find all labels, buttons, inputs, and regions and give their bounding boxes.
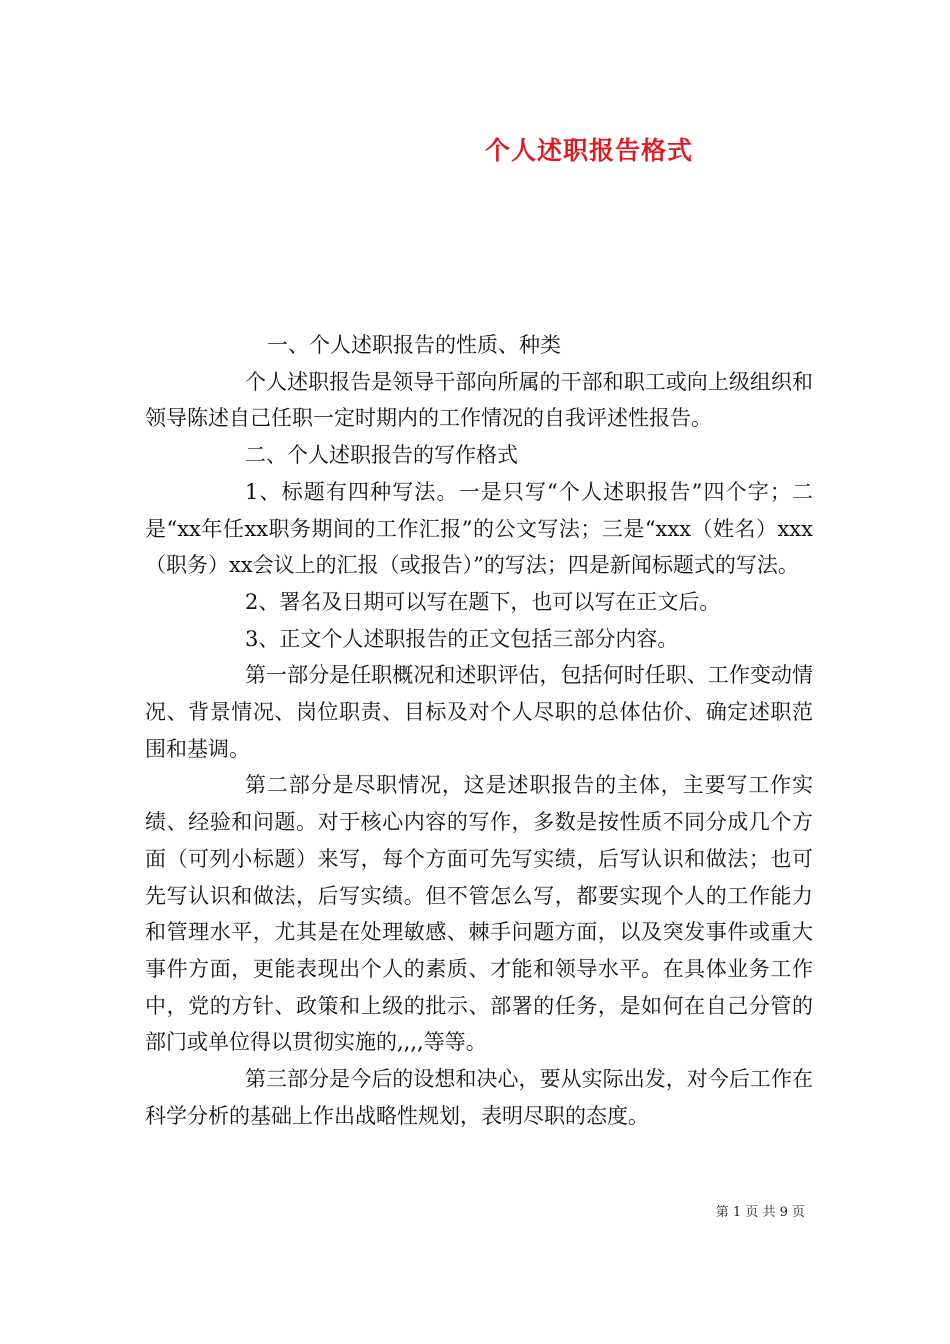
document-title: 个人述职报告格式 (484, 136, 693, 165)
paragraph-signature-date: 2、署名及日期可以写在题下，也可以写在正文后。 (245, 589, 721, 614)
document-body (145, 327, 813, 1134)
paragraph-part-two: 第二部分是尽职情况，这是述职报告的主体，主要写工作实绩、经验和问题。对于核心内容的写作，多数是按性质不同分成几个方面（可列小标题）来写，每个方面可先写实绩，后写认识和做法；也可先写认识和做法，后写实绩。但不管怎么写，都要实现个人的工作能力和管理水平，尤其是在处理敏感、棘手问题方面，以及突发事件或重大事件方面，更能表现出个人的素质、才能和领导水平。在具体业务工作中，党的方针、政策和上级的批示、部署的任务，是如何在自己分管的部门或单位得以贯彻实施的,,,,等等。 (145, 773, 813, 1055)
page-number: 第 1 页 共 9 页 (715, 1205, 805, 1220)
paragraph-definition: 个人述职报告是领导干部向所属的干部和职工或向上级组织和领导陈述自己任职一定时期内的工作情况的自我评述性报告。 (145, 369, 813, 431)
paragraph-part-one: 第一部分是任职概况和述职评估，包括何时任职、工作变动情况、背景情况、岗位职责、目标及对个人尽职的总体估价、确定述职范围和基调。 (145, 663, 813, 761)
paragraph-title-styles: 1、标题有四种写法。一是只写“个人述职报告”四个字；二是“xx年任xx职务期间的工作汇报”的公文写法；三是“xxx（姓名）xxx（职务）xx会议上的汇报（或报告）”的写法；四是新闻标题式的写法。 (145, 479, 813, 578)
section-heading-format: 二、个人述职报告的写作格式 (245, 443, 518, 468)
paragraph-part-three: 第三部分是今后的设想和决心，要从实际出发，对今后工作在科学分析的基础上作出战略性规划，表明尽职的态度。 (145, 1067, 813, 1128)
section-heading-nature: 一、个人述职报告的性质、种类 (267, 333, 561, 357)
paragraph-body-intro: 3、正文个人述职报告的正文包括三部分内容。 (245, 626, 679, 651)
